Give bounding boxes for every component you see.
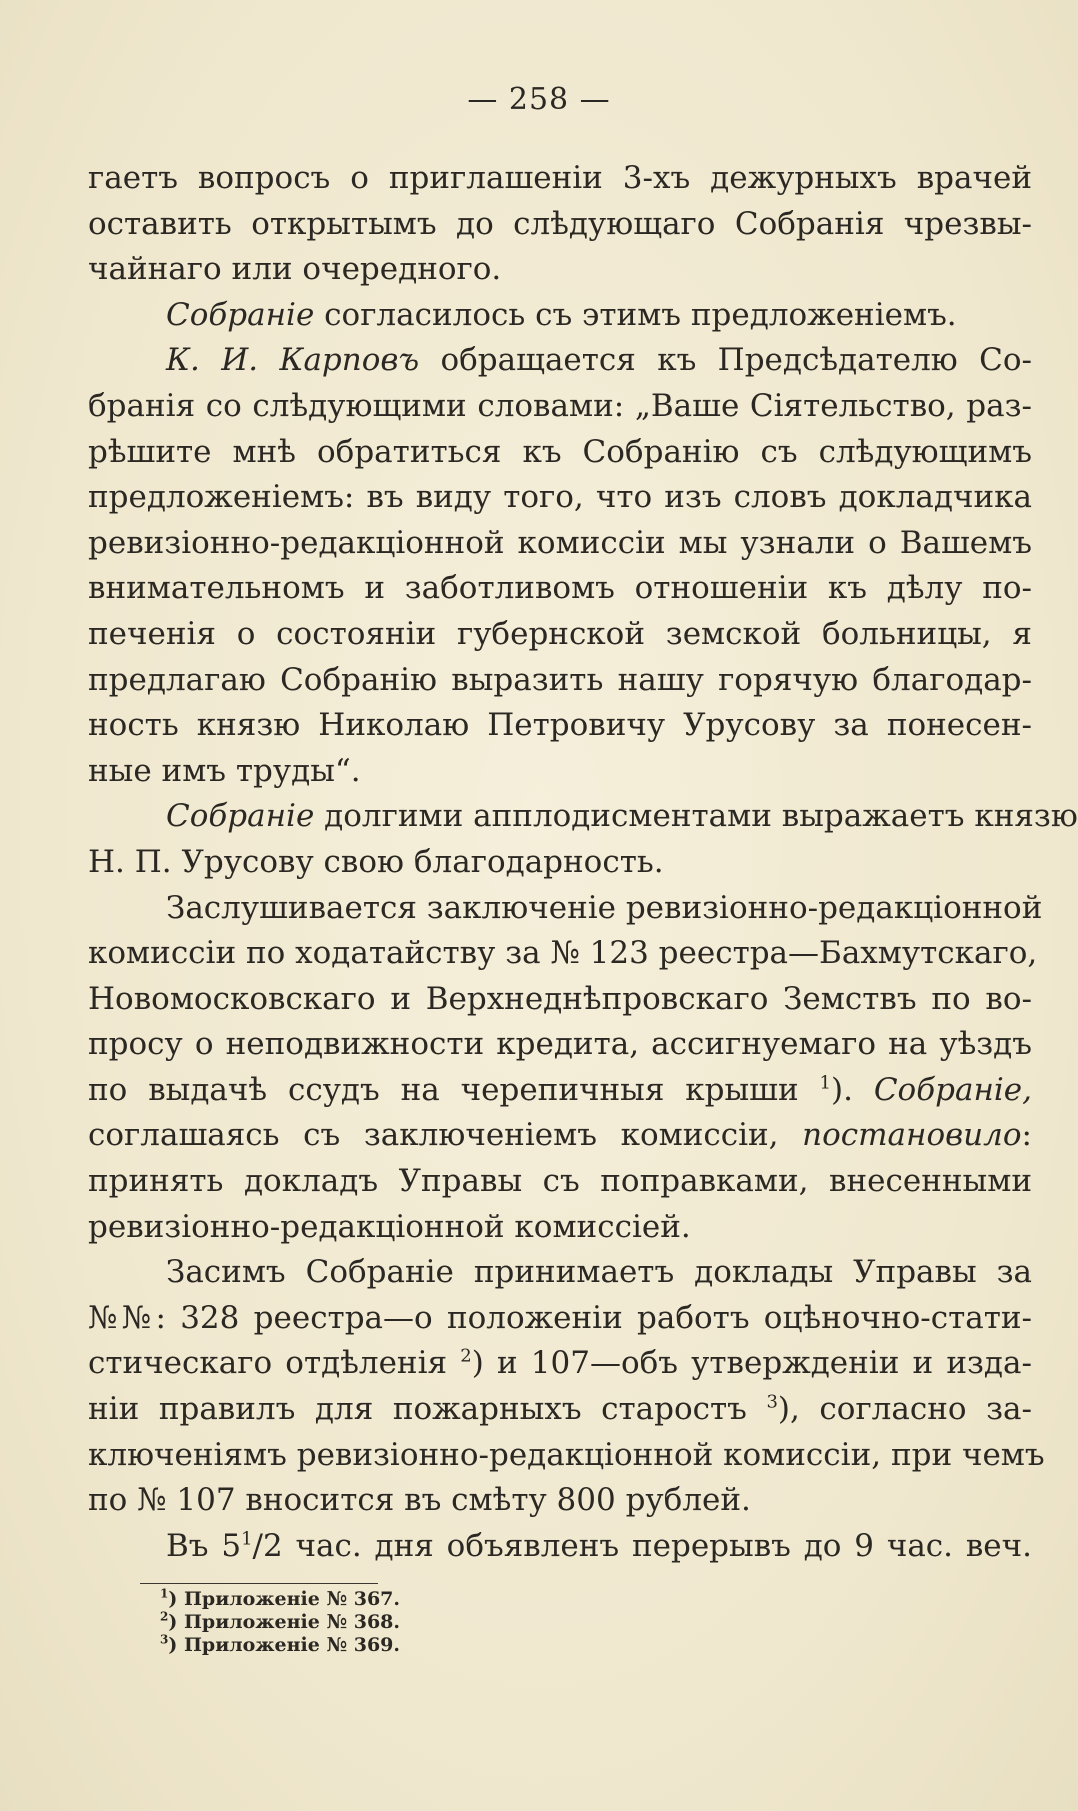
text-line: бранія со слѣдующими словами: „Ваше Сіятельство, раз- <box>88 387 1032 424</box>
paragraph-7 <box>88 1524 1032 1570</box>
text-line: рѣшите мнѣ обратиться къ Собранію съ слѣдующимъ <box>88 433 1032 470</box>
text-line <box>88 1068 1032 1114</box>
paragraph-4 <box>88 794 1078 885</box>
footnote-mark: 2 <box>160 1609 169 1624</box>
footnote-ref: 3 <box>766 1391 778 1413</box>
text-run: стическаго отдѣленія <box>88 1345 461 1382</box>
text-line <box>88 1113 1032 1159</box>
footnote-text: ) Приложеніе № 369. <box>168 1634 400 1656</box>
speaker-name: К. И. Карповъ <box>166 342 420 379</box>
paragraph-5 <box>88 886 1043 1251</box>
text-line: принять докладъ Управы съ поправками, внесенными <box>88 1163 1032 1200</box>
text-line: оставить открытымъ до слѣдующаго Собранія чрезвы- <box>88 205 1032 242</box>
fraction-numerator: 1 <box>241 1528 253 1550</box>
text-line: Новомосковскаго и Верхнеднѣпровскаго Земствъ по во- <box>88 980 1032 1017</box>
text-line: Заслушивается заключеніе ревизіонно-редакціонной <box>166 889 1043 926</box>
footnote-item <box>160 1611 400 1634</box>
text-line: ные имъ труды“. <box>88 752 361 789</box>
text-line: предлагаю Собранію выразить нашу горячую благодар- <box>88 661 1032 698</box>
footnote-item <box>160 1588 400 1611</box>
text-run: обращается къ Предсѣдателю Со- <box>419 342 1032 379</box>
text-line: предложеніемъ: въ виду того, что изъ словъ докладчика <box>88 479 1032 516</box>
body-text <box>88 156 1078 1569</box>
text-run: /2 час. дня объявленъ перерывъ до 9 час. веч. <box>252 1527 1032 1564</box>
page-number: — 258 — <box>467 82 611 117</box>
text-line: гаетъ вопросъ о приглашеніи 3-хъ дежурныхъ врачей <box>88 160 1032 196</box>
text-run: согласилось съ этимъ предложеніемъ. <box>314 296 957 333</box>
footnote-ref: 1 <box>819 1072 831 1094</box>
text-line <box>88 794 1078 840</box>
paragraph-6 <box>88 1250 1045 1524</box>
paragraph-3 <box>88 338 1032 794</box>
text-line: чайнаго или очередного. <box>88 251 502 288</box>
text-run: : <box>1021 1117 1032 1154</box>
text-line: №№: 328 реестра—о положеніи работъ оцѣночно-стати- <box>88 1299 1032 1336</box>
assembly-subject: Собраніе <box>166 798 315 835</box>
text-line: ность князю Николаю Петровичу Урусову за понесен- <box>88 707 1032 744</box>
text-run: долгими апплодисментами выражаетъ князю <box>314 798 1078 835</box>
footnote-text: ) Приложеніе № 367. <box>168 1588 400 1610</box>
text-run: Въ 5 <box>166 1527 242 1564</box>
text-line: ревизіонно-редакціонной комиссіи мы узнали о Вашемъ <box>88 524 1032 561</box>
text-line <box>88 293 1032 339</box>
text-run: ), согласно за- <box>777 1391 1032 1428</box>
text-run: ). <box>830 1071 874 1108</box>
footnote-text: ) Приложеніе № 368. <box>168 1611 400 1633</box>
text-line: ревизіонно-редакціонной комиссіей. <box>88 1208 691 1245</box>
text-line <box>88 1524 1032 1570</box>
text-line: внимательномъ и заботливомъ отношеніи къ дѣлу по- <box>88 570 1032 607</box>
text-line: просу о неподвижности кредита, ассигнуемаго на уѣздъ <box>88 1026 1032 1063</box>
text-line: комиссіи по ходатайству за № 123 реестра—Бахмутскаго, <box>88 935 1038 972</box>
text-line <box>88 1341 1032 1387</box>
assembly-subject: Собраніе, <box>873 1071 1032 1108</box>
footnote-ref: 2 <box>460 1346 472 1368</box>
paragraph-2 <box>88 293 1032 339</box>
text-run: по выдачѣ ссудъ на черепичныя крыши <box>88 1071 820 1108</box>
footnotes <box>160 1588 400 1657</box>
text-line: ключеніямъ ревизіонно-редакціонной комиссіи, при чемъ <box>88 1436 1045 1473</box>
assembly-subject: Собраніе <box>166 296 315 333</box>
footnote-divider <box>140 1583 378 1584</box>
footnote-mark: 1 <box>160 1586 169 1601</box>
text-line: Засимъ Собраніе принимаетъ доклады Управы за <box>166 1254 1032 1291</box>
text-run: ) и 107—объ утвержденіи и изда- <box>471 1345 1032 1382</box>
footnote-item <box>160 1634 400 1657</box>
text-run: ніи правилъ для пожарныхъ старостъ <box>88 1391 767 1428</box>
paragraph-1 <box>88 156 1032 293</box>
footnote-mark: 3 <box>160 1632 169 1647</box>
text-line: печенія о состояніи губернской земской больницы, я <box>88 615 1032 652</box>
text-line: по № 107 вносится въ смѣту 800 рублей. <box>88 1482 751 1519</box>
decision-word: постановило <box>802 1117 1022 1154</box>
text-run: соглашаясь съ заключеніемъ комиссіи, <box>88 1117 803 1154</box>
text-line <box>88 1387 1032 1433</box>
text-line: Н. П. Урусову свою благодарность. <box>88 843 664 880</box>
text-line <box>88 338 1032 384</box>
